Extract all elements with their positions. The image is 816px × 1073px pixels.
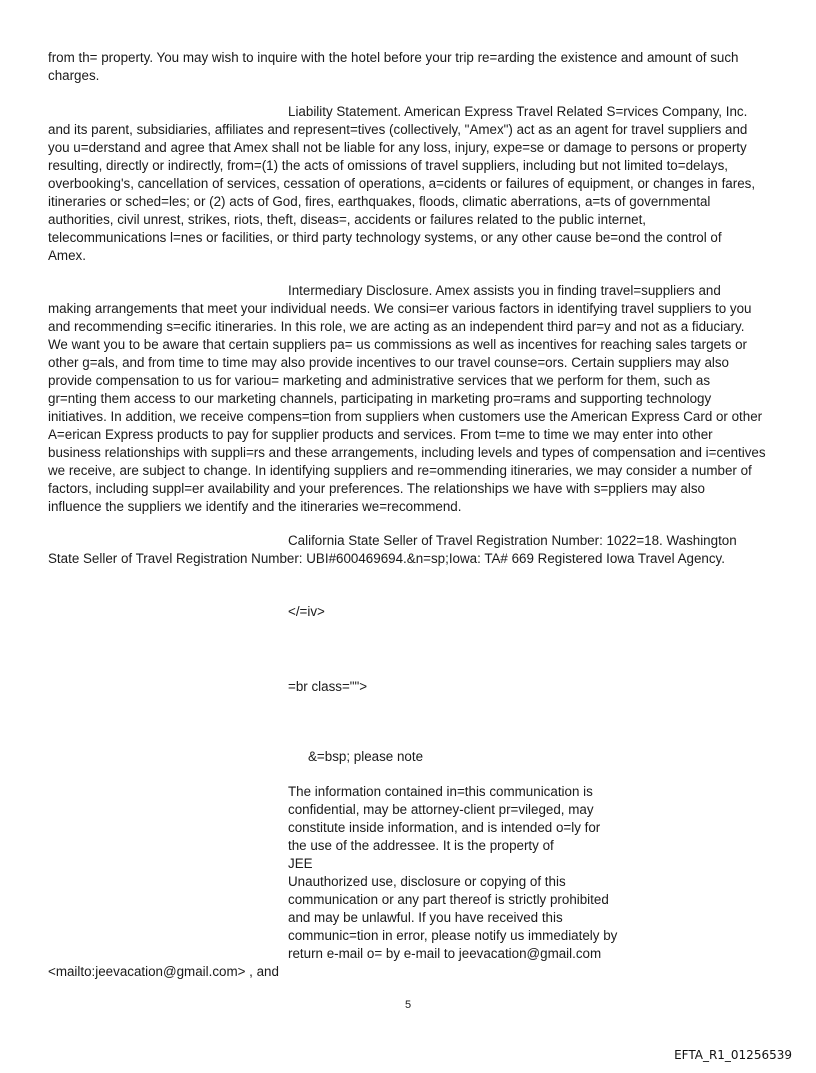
please-note-heading: &=bsp; please note: [308, 749, 424, 764]
text-line: provide compensation to us for variou= marketing and administrative services that we perform for them, such as: [48, 373, 711, 388]
text-line: A=erican Express products to pay for supplier products and services. From t=me to time we may enter into other: [48, 427, 713, 442]
text-line: Amex.: [48, 248, 86, 263]
text-line: We want you to be aware that certain suppliers pa= us commissions as well as incentives for reaching sales targets or: [48, 337, 748, 352]
text-line: constitute inside information, and is intended o=ly for: [288, 820, 601, 835]
text-line: authorities, civil unrest, strikes, riots, theft, diseas=, accidents or failures related to the public internet,: [48, 212, 647, 227]
text-line: return e-mail o= by e-mail to jeevacation@gmail.com: [288, 946, 602, 961]
text-line: and may be unlawful. If you have received this: [288, 910, 563, 925]
text-line: resulting, directly or indirectly, from=(1) the acts of omissions of travel suppliers, including but not limited to=delays,: [48, 158, 728, 173]
text-line: factors, including suppl=er availability and your preferences. The relationships we have with s=ppliers may also: [48, 481, 705, 496]
paragraph-confidentiality-notice: [288, 783, 617, 963]
text-line: communic=tion in error, please notify us immediately by: [288, 928, 618, 943]
text-line: overbooking's, cancellation of services, cessation of operations, a=cidents or failures of equipment, or changes in fares,: [48, 176, 756, 191]
bates-stamp: EFTA_R1_01256539: [674, 1048, 792, 1062]
text-line: and its parent, subsidiaries, affiliates and represent=tives (collectively, "Amex") act as an agent for travel suppliers and: [48, 122, 748, 137]
text-line: from th= property. You may wish to inquire with the hotel before your trip re=arding the existence and amount of such: [48, 50, 739, 65]
html-artifact-br: =br class="">: [288, 679, 368, 694]
text-line: itineraries or sched=les; or (2) acts of God, fires, earthquakes, floods, climatic aberrations, a=ts of governmental: [48, 194, 711, 209]
text-line: influence the suppliers we identify and the itineraries we=recommend.: [48, 499, 462, 514]
text-line: California State Seller of Travel Registration Number: 1022=18. Washington: [288, 533, 737, 548]
text-line: making arrangements that meet your individual needs. We consi=er various factors in identifying travel suppliers to you: [48, 301, 752, 316]
text-line: initiatives. In addition, we receive compens=tion from suppliers when customers use the American Express Card or other: [48, 409, 763, 424]
text-line: you u=derstand and agree that Amex shall not be liable for any loss, injury, expe=se or damage to persons or property: [48, 140, 747, 155]
text-line: State Seller of Travel Registration Number: UBI#600469694.&n=sp;Iowa: TA# 669 Registered Iowa Travel Agency.: [48, 551, 725, 566]
text-line: Liability Statement. American Express Travel Related S=rvices Company, Inc.: [288, 104, 748, 119]
html-artifact-div: </=iv>: [288, 604, 325, 619]
text-line: Intermediary Disclosure. Amex assists you in finding travel=suppliers and: [288, 283, 721, 298]
text-line: business relationships with suppli=rs and these arrangements, including levels and types of compensation and i=centives: [48, 445, 766, 460]
text-line: the use of the addressee. It is the property of: [288, 838, 554, 853]
text-line: communication or any part thereof is strictly prohibited: [288, 892, 609, 907]
text-line: confidential, may be attorney-client pr=vileged, may: [288, 802, 594, 817]
text-line: we receive, are subject to change. In identifying suppliers and re=ommending itineraries, we may consider a number of: [48, 463, 752, 478]
text-line: JEE: [288, 856, 313, 871]
mailto-line: <mailto:jeevacation@gmail.com> , and: [48, 964, 279, 979]
text-line: and recommending s=ecific itineraries. In this role, we are acting as an independent third par=y and not as a fiduciary.: [48, 319, 745, 334]
paragraph-liability-statement: [48, 103, 770, 265]
paragraph-intermediary-disclosure: [48, 282, 770, 516]
text-line: other g=als, and from time to time may also provide incentives to our travel counse=ors. Certain suppliers may also: [48, 355, 730, 370]
page-number: 5: [404, 999, 412, 1011]
text-line: charges.: [48, 68, 100, 83]
text-line: telecommunications l=nes or facilities, or third party technology systems, or any other cause be=ond the control of: [48, 230, 722, 245]
text-line: gr=nting them access to our marketing channels, participating in marketing pro=rams and supporting technology: [48, 391, 712, 406]
paragraph-charges: [48, 49, 770, 85]
text-line: Unauthorized use, disclosure or copying of this: [288, 874, 566, 889]
text-line: The information contained in=this communication is: [288, 784, 593, 799]
paragraph-registration: [48, 532, 770, 568]
